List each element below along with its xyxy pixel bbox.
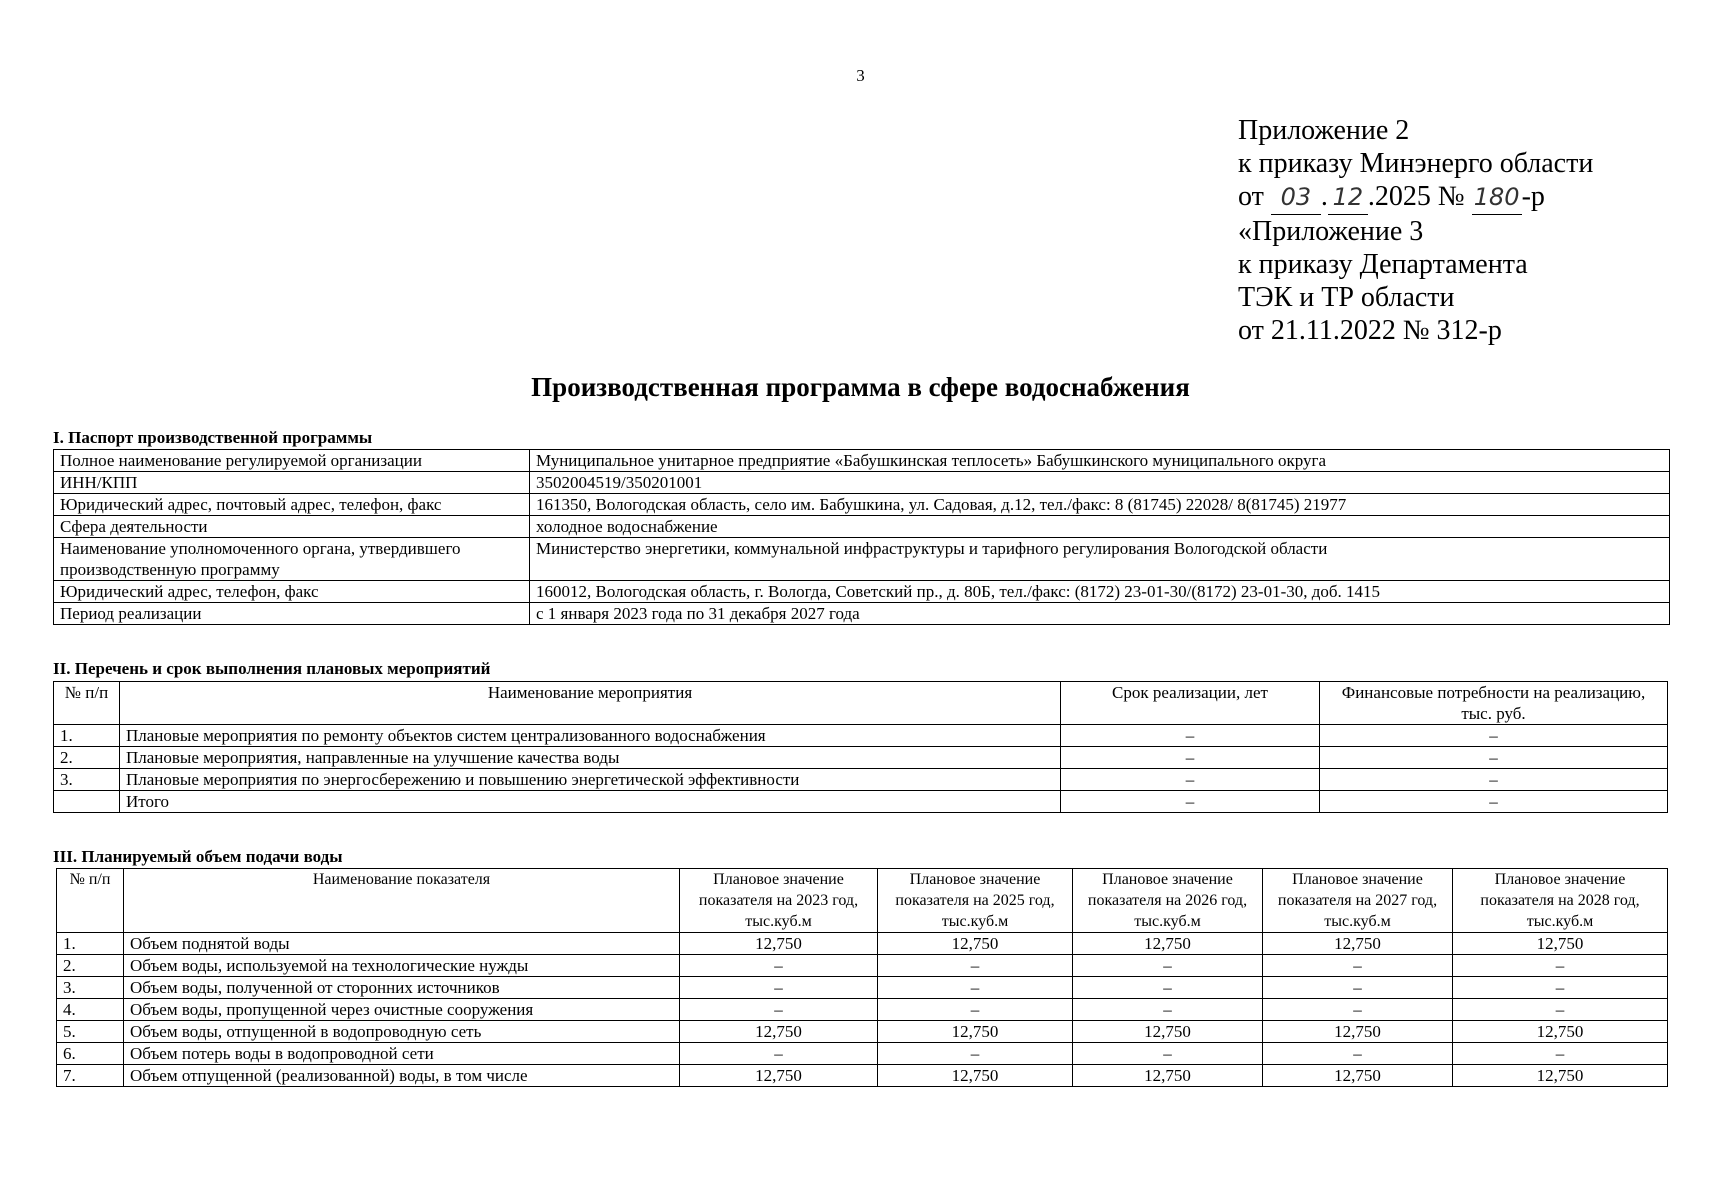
section-3-title: III. Планируемый объем подачи воды (53, 847, 343, 866)
appendix-line-2: к приказу Минэнерго области (1238, 148, 1594, 179)
appendix-date-prefix: от (1238, 181, 1264, 212)
passport-value: 161350, Вологодская область, село им. Бабушкина, ул. Садовая, д.12, тел./факс: 8 (81745) 22028/ 8(81745) 21977 (530, 494, 1670, 516)
activities-table (53, 681, 1668, 813)
row-num: 2. (57, 955, 124, 977)
passport-label: Полное наименование регулируемой организации (54, 450, 530, 472)
passport-label: Период реализации (54, 603, 530, 625)
table-header-row (54, 682, 1668, 725)
value-2028: – (1453, 1043, 1668, 1065)
appendix-line-4: «Приложение 3 (1238, 216, 1424, 247)
row-num: 6. (57, 1043, 124, 1065)
value-2025: – (878, 955, 1073, 977)
handwritten-order-number: 180 (1472, 181, 1522, 215)
appendix-block (1238, 114, 1593, 347)
row-num: 7. (57, 1065, 124, 1087)
water-volume-table (56, 868, 1668, 1087)
indicator-name: Объем отпущенной (реализованной) воды, в том числе (124, 1065, 680, 1087)
table-row (54, 769, 1668, 791)
value-2027: 12,750 (1263, 1065, 1453, 1087)
row-num: 5. (57, 1021, 124, 1043)
indicator-name: Объем воды, используемой на технологические нужды (124, 955, 680, 977)
appendix-line-7: от 21.11.2022 № 312-р (1238, 315, 1502, 346)
passport-label: Наименование уполномоченного органа, утвердившего производственную программу (54, 538, 530, 581)
activity-term: – (1061, 791, 1320, 813)
header-num: № п/п (57, 869, 124, 933)
activity-finance: – (1320, 769, 1668, 791)
table-row (54, 747, 1668, 769)
passport-value: 160012, Вологодская область, г. Вологда, Советский пр., д. 80Б, тел./факс: (8172) 23-01-30/(8172) 23-01-30, доб. 1415 (530, 581, 1670, 603)
header-2023: Плановое значение показателя на 2023 год, тыс.куб.м (680, 869, 878, 933)
value-2023: 12,750 (680, 1065, 878, 1087)
activity-term: – (1061, 747, 1320, 769)
value-2025: – (878, 977, 1073, 999)
activity-name: Плановые мероприятия по энергосбережению и повышению энергетической эффективности (120, 769, 1061, 791)
passport-value: с 1 января 2023 года по 31 декабря 2027 года (530, 603, 1670, 625)
value-2027: 12,750 (1263, 933, 1453, 955)
activity-finance: – (1320, 725, 1668, 747)
indicator-name: Объем воды, полученной от сторонних источников (124, 977, 680, 999)
appendix-line-6: ТЭК и ТР области (1238, 282, 1455, 313)
value-2028: – (1453, 955, 1668, 977)
passport-value: Министерство энергетики, коммунальной инфраструктуры и тарифного регулирования Вологодской области (530, 538, 1670, 581)
value-2026: 12,750 (1073, 1065, 1263, 1087)
value-2023: – (680, 977, 878, 999)
value-2027: – (1263, 955, 1453, 977)
table-row (54, 581, 1670, 603)
value-2028: 12,750 (1453, 1021, 1668, 1043)
table-row (54, 725, 1668, 747)
value-2028: – (1453, 999, 1668, 1021)
activity-finance: – (1320, 747, 1668, 769)
appendix-line-5: к приказу Департамента (1238, 249, 1528, 280)
value-2023: – (680, 1043, 878, 1065)
activity-name: Плановые мероприятия, направленные на улучшение качества воды (120, 747, 1061, 769)
table-row (54, 516, 1670, 538)
value-2026: 12,750 (1073, 933, 1263, 955)
table-row (57, 955, 1668, 977)
table-row (57, 999, 1668, 1021)
value-2023: – (680, 955, 878, 977)
row-num: 1. (54, 725, 120, 747)
passport-label: Сфера деятельности (54, 516, 530, 538)
appendix-number-suffix: -р (1521, 181, 1545, 212)
page-number: 3 (856, 66, 865, 85)
value-2028: – (1453, 977, 1668, 999)
indicator-name: Объем потерь воды в водопроводной сети (124, 1043, 680, 1065)
passport-table (53, 449, 1670, 625)
header-activity-name: Наименование мероприятия (120, 682, 1061, 725)
appendix-line-3 (1238, 180, 1593, 215)
row-num: 2. (54, 747, 120, 769)
value-2023: 12,750 (680, 1021, 878, 1043)
value-2027: – (1263, 999, 1453, 1021)
value-2027: 12,750 (1263, 1021, 1453, 1043)
value-2026: – (1073, 955, 1263, 977)
value-2027: – (1263, 1043, 1453, 1065)
header-num: № п/п (54, 682, 120, 725)
header-2026: Плановое значение показателя на 2026 год, тыс.куб.м (1073, 869, 1263, 933)
value-2026: – (1073, 999, 1263, 1021)
row-num (54, 791, 120, 813)
passport-label: Юридический адрес, телефон, факс (54, 581, 530, 603)
table-row (57, 1043, 1668, 1065)
value-2025: – (878, 1043, 1073, 1065)
row-num: 4. (57, 999, 124, 1021)
table-row (54, 603, 1670, 625)
indicator-name: Объем поднятой воды (124, 933, 680, 955)
table-row (57, 1065, 1668, 1087)
passport-label: Юридический адрес, почтовый адрес, телефон, факс (54, 494, 530, 516)
value-2025: – (878, 999, 1073, 1021)
passport-label: ИНН/КПП (54, 472, 530, 494)
activity-term: – (1061, 725, 1320, 747)
value-2025: 12,750 (878, 1065, 1073, 1087)
appendix-year: .2025 № (1367, 181, 1465, 212)
value-2027: – (1263, 977, 1453, 999)
table-header-row (57, 869, 1668, 933)
header-2025: Плановое значение показателя на 2025 год, тыс.куб.м (878, 869, 1073, 933)
section-1-title: I. Паспорт производственной программы (53, 428, 373, 447)
table-row (54, 472, 1670, 494)
value-2028: 12,750 (1453, 1065, 1668, 1087)
value-2026: 12,750 (1073, 1021, 1263, 1043)
passport-value: 3502004519/350201001 (530, 472, 1670, 494)
passport-value: холодное водоснабжение (530, 516, 1670, 538)
date-separator: . (1320, 181, 1328, 212)
value-2026: – (1073, 1043, 1263, 1065)
value-2025: 12,750 (878, 933, 1073, 955)
table-row (54, 538, 1670, 581)
activity-name: Плановые мероприятия по ремонту объектов систем централизованного водоснабжения (120, 725, 1061, 747)
document-title: Производственная программа в сфере водоснабжения (531, 372, 1190, 402)
value-2025: 12,750 (878, 1021, 1073, 1043)
row-num: 3. (57, 977, 124, 999)
indicator-name: Объем воды, отпущенной в водопроводную сеть (124, 1021, 680, 1043)
activity-term: – (1061, 769, 1320, 791)
appendix-line-1: Приложение 2 (1238, 115, 1410, 146)
value-2028: 12,750 (1453, 933, 1668, 955)
table-row (54, 494, 1670, 516)
value-2023: – (680, 999, 878, 1021)
table-row (57, 977, 1668, 999)
header-finance: Финансовые потребности на реализацию, тыс. руб. (1320, 682, 1668, 725)
section-2-title: II. Перечень и срок выполнения плановых мероприятий (53, 659, 491, 678)
header-indicator-name: Наименование показателя (124, 869, 680, 933)
value-2023: 12,750 (680, 933, 878, 955)
table-row (57, 1021, 1668, 1043)
row-num: 1. (57, 933, 124, 955)
table-row (54, 450, 1670, 472)
handwritten-month: 12 (1328, 181, 1368, 215)
handwritten-day: 03 (1271, 181, 1321, 215)
value-2026: – (1073, 977, 1263, 999)
activity-finance: – (1320, 791, 1668, 813)
indicator-name: Объем воды, пропущенной через очистные сооружения (124, 999, 680, 1021)
row-num: 3. (54, 769, 120, 791)
table-row (57, 933, 1668, 955)
table-row (54, 791, 1668, 813)
header-term: Срок реализации, лет (1061, 682, 1320, 725)
passport-value: Муниципальное унитарное предприятие «Бабушкинская теплосеть» Бабушкинского муниципального округа (530, 450, 1670, 472)
activity-name: Итого (120, 791, 1061, 813)
header-2027: Плановое значение показателя на 2027 год, тыс.куб.м (1263, 869, 1453, 933)
header-2028: Плановое значение показателя на 2028 год, тыс.куб.м (1453, 869, 1668, 933)
